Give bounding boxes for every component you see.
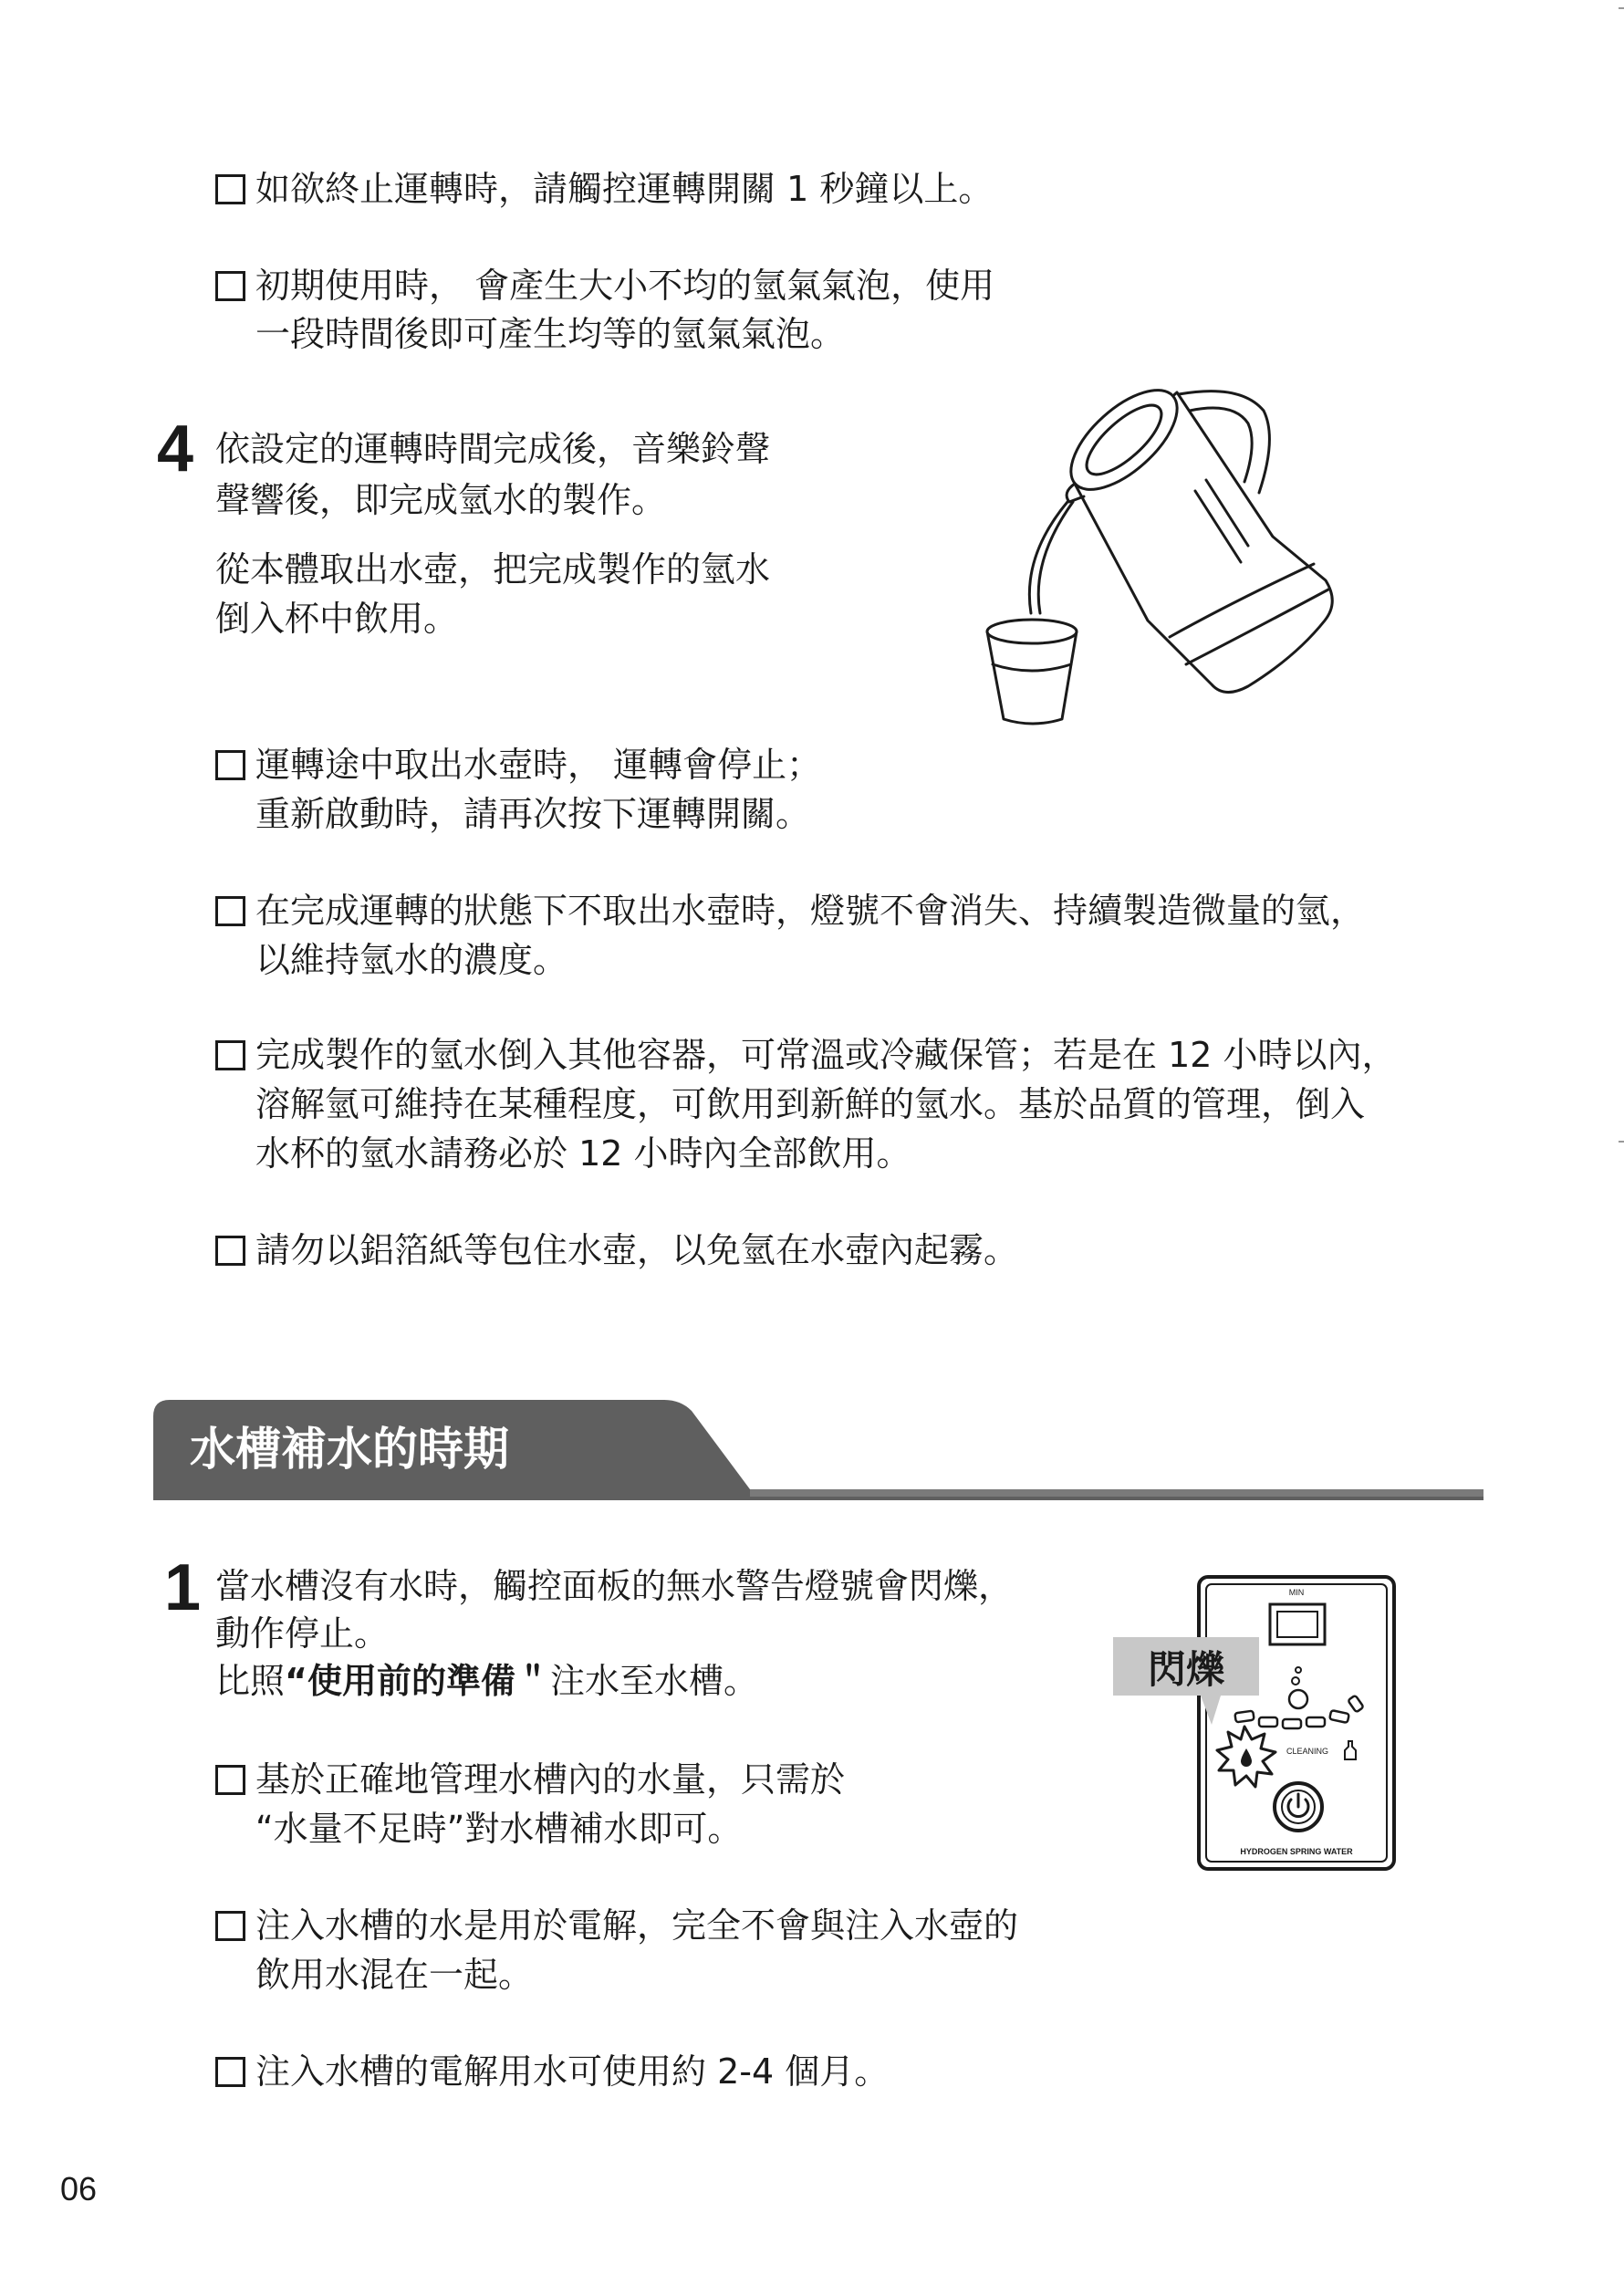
checkbox-icon	[215, 1236, 245, 1266]
note-text: 注入水槽的電解用水可使用約 2-4 個月。	[255, 2051, 890, 2092]
step-number: 1	[164, 1551, 202, 1624]
note-text: 基於正確地管理水槽內的水量，只需於	[255, 1759, 846, 1800]
cleaning-label: CLEANING	[1286, 1747, 1329, 1756]
reference-suffix: 注水至水槽。	[550, 1661, 759, 1701]
step-text: 聲響後，即完成氫水的製作。	[215, 480, 667, 520]
flash-label: 閃爍	[1147, 1647, 1225, 1692]
note-text: 以維持氫水的濃度。	[255, 940, 568, 980]
step-text: 依設定的運轉時間完成後，音樂鈴聲	[215, 429, 771, 469]
note-text: 水杯的氫水請務必於 12 小時內全部飲用。	[255, 1133, 911, 1174]
note-text: 重新啟動時，請再次按下運轉開關。	[255, 794, 811, 834]
section-title: 水槽補水的時期	[190, 1423, 509, 1476]
min-label: MIN	[1288, 1588, 1305, 1597]
note-text: 完成製作的氫水倒入其他容器，可常溫或冷藏保管；若是在 12 小時以內，	[255, 1035, 1397, 1075]
checkbox-icon	[215, 1765, 245, 1795]
step-text: 當水槽沒有水時，觸控面板的無水警告燈號會閃爍，	[215, 1566, 1014, 1606]
checkbox-icon	[215, 896, 245, 926]
note-text: 在完成運轉的狀態下不取出水壺時，燈號不會消失、持續製造微量的氫，	[255, 891, 1366, 931]
note-text: 注入水槽的水是用於電解，完全不會與注入水壺的	[255, 1905, 1019, 1946]
crop-mark	[1619, 7, 1624, 9]
note-text: 請勿以鋁箔紙等包住水壺，以免氫在水壺內起霧。	[255, 1230, 1019, 1270]
note-text: 初期使用時， 會產生大小不均的氫氣氣泡，使用	[255, 266, 995, 306]
step-subtext: 倒入杯中飲用。	[215, 599, 459, 639]
page-number: 06	[60, 2170, 98, 2207]
step-reference	[215, 1657, 758, 1706]
step-subtext: 從本體取出水壺，把完成製作的氫水	[215, 549, 771, 590]
note-text: 如欲終止運轉時，請觸控運轉開關 1 秒鐘以上。	[255, 169, 994, 209]
step-text: 動作停止。	[215, 1613, 390, 1654]
brand-label: HYDROGEN SPRING WATER	[1240, 1847, 1353, 1856]
note-text: “水量不足時”對水槽補水即可。	[255, 1809, 743, 1849]
step-number: 4	[157, 412, 194, 485]
checkbox-icon	[215, 174, 245, 204]
reference-prefix: 比照	[215, 1661, 286, 1701]
note-text: 運轉途中取出水壺時， 運轉會停止；	[255, 745, 822, 785]
checkbox-icon	[215, 1911, 245, 1941]
crop-mark	[1619, 1141, 1624, 1143]
checkbox-icon	[215, 750, 245, 780]
checkbox-icon	[215, 2057, 245, 2087]
note-text: 溶解氫可維持在某種程度，可飲用到新鮮的氫水。基於品質的管理，倒入	[255, 1084, 1366, 1124]
pitcher-pour-icon	[967, 374, 1350, 730]
control-panel-icon	[1113, 1571, 1405, 1874]
note-text: 飲用水混在一起。	[255, 1955, 534, 1995]
checkbox-icon	[215, 1040, 245, 1070]
note-text: 一段時間後即可產生均等的氫氣氣泡。	[255, 314, 846, 354]
reference-link-text: “使用前的準備＂	[285, 1661, 550, 1701]
checkbox-icon	[215, 271, 245, 301]
